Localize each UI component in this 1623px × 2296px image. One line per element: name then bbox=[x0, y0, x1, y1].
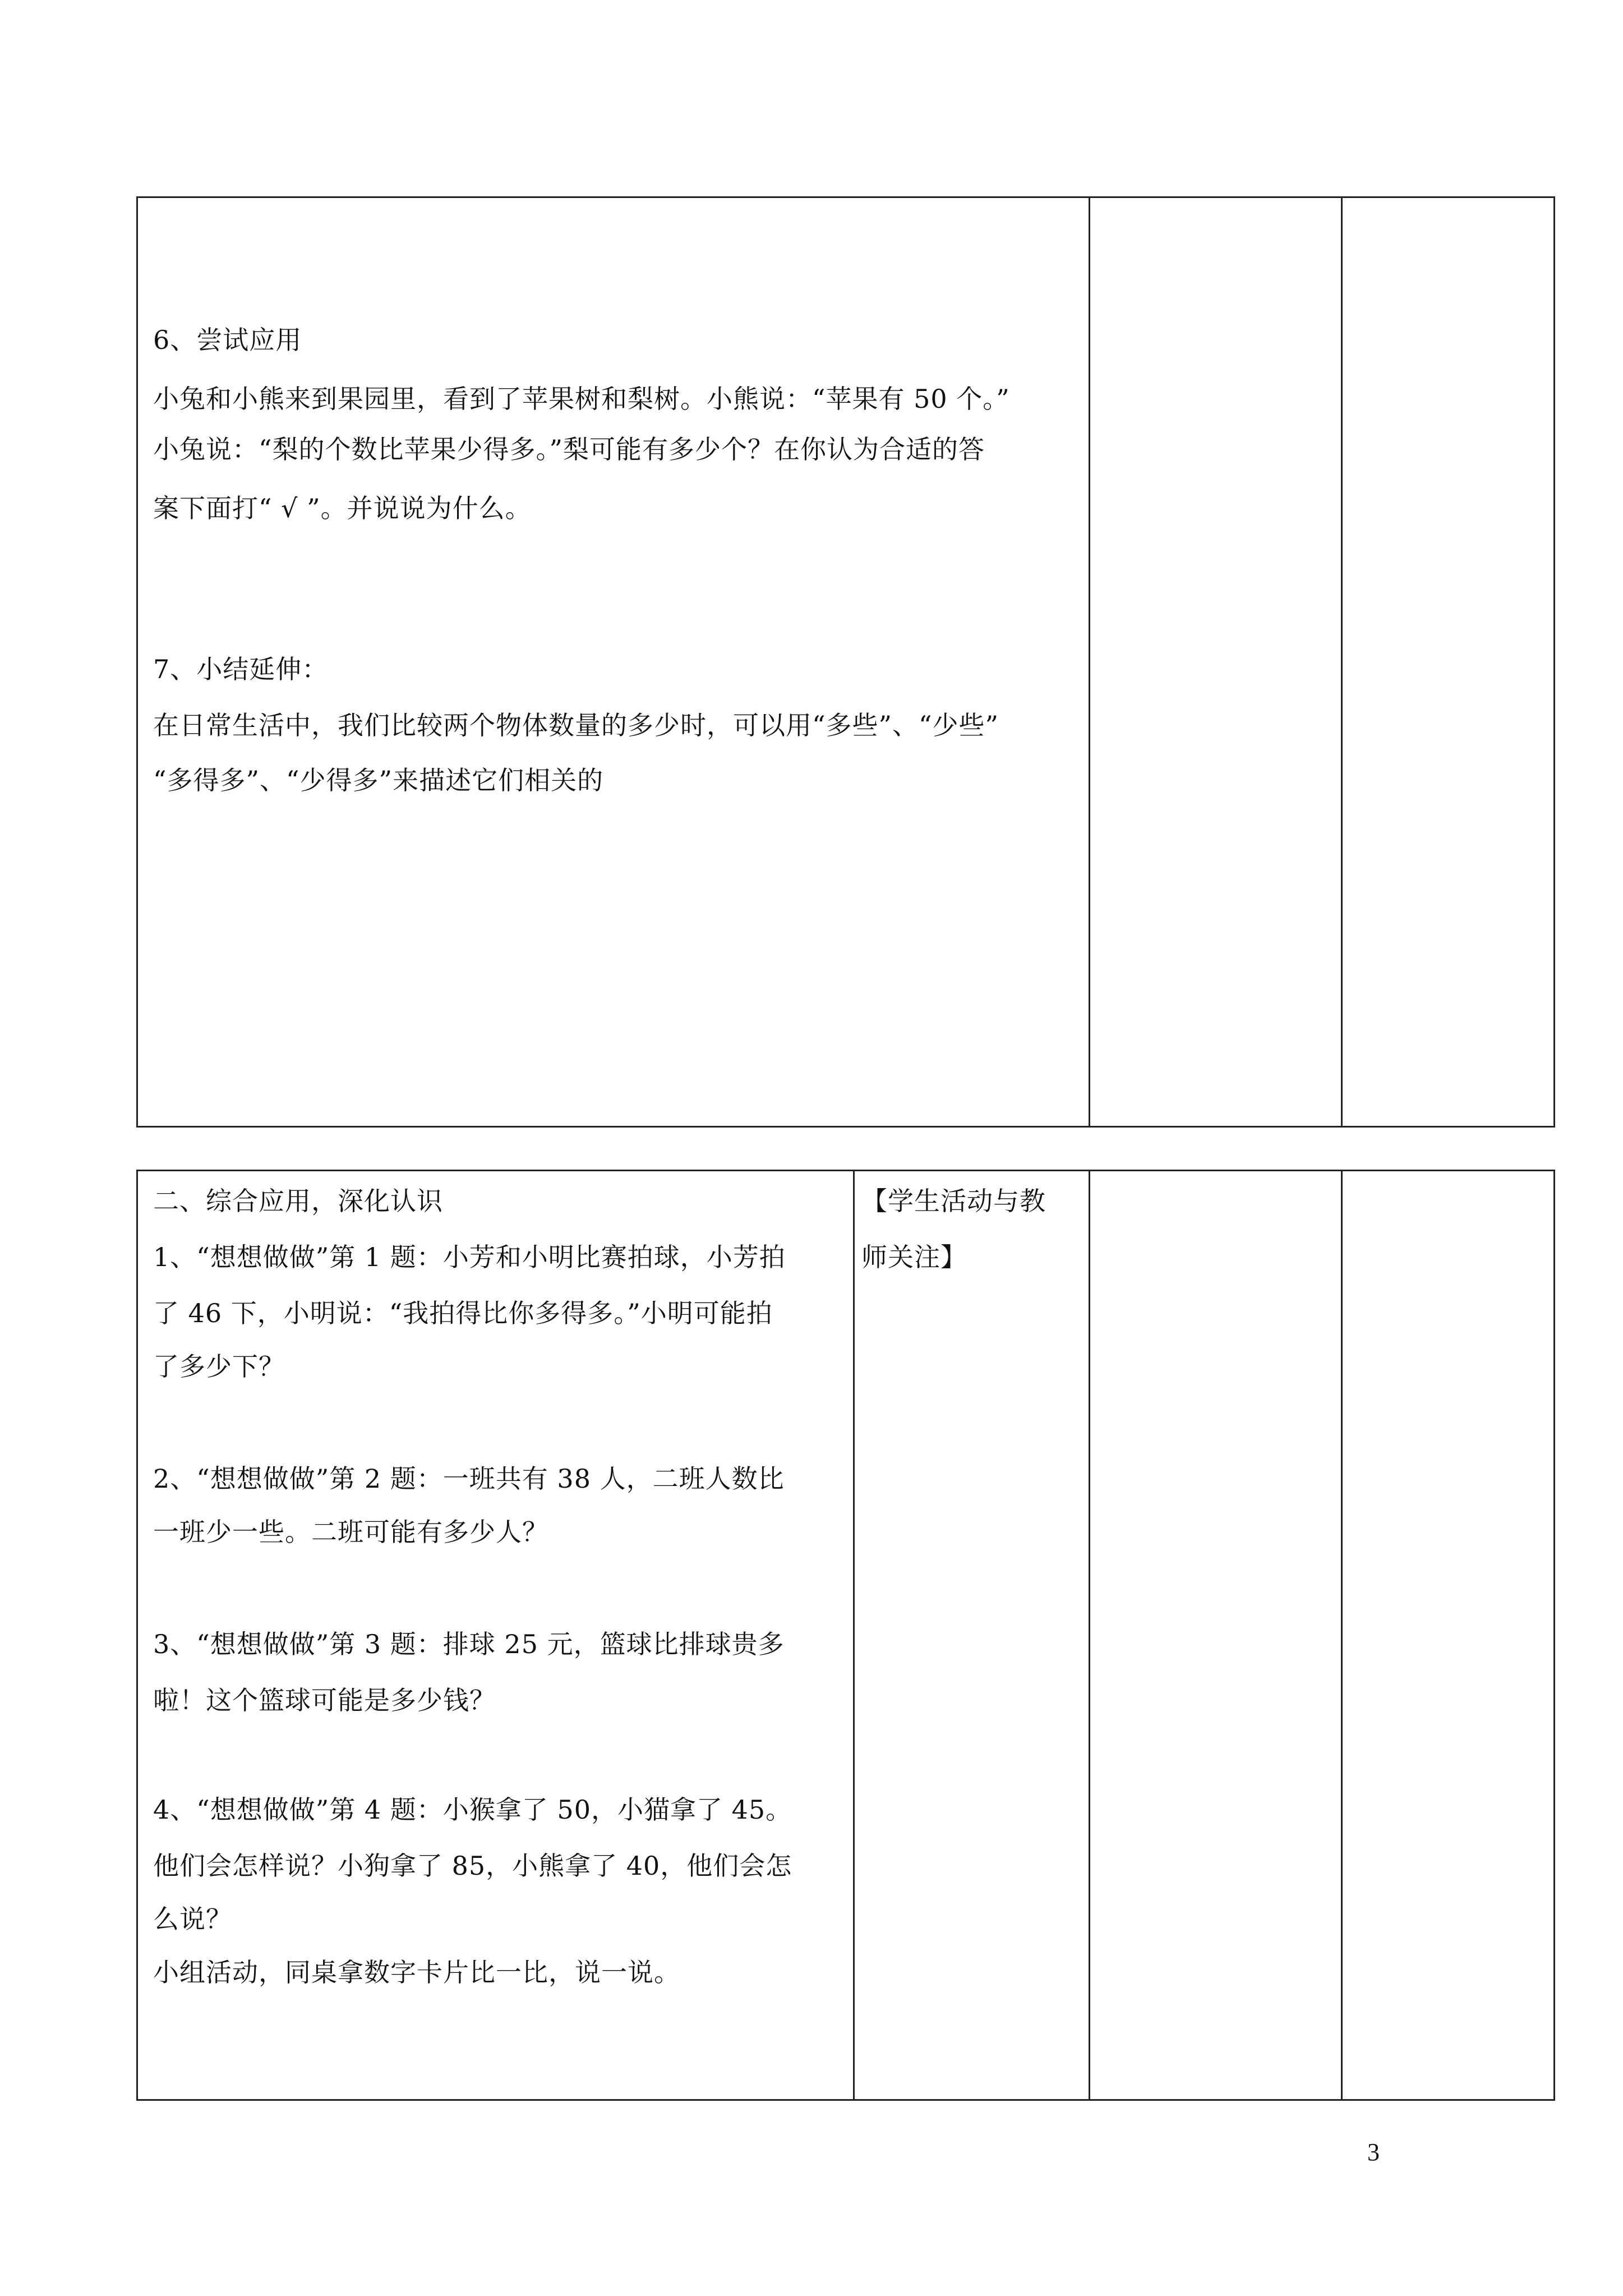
empty-cell bbox=[1341, 1171, 1557, 2099]
text-line: 小兔说：“梨的个数比苹果少得多。”梨可能有多少个？在你认为合适的答 bbox=[153, 434, 985, 464]
activity-content-cell bbox=[138, 198, 1089, 1126]
side-note-cell bbox=[853, 1171, 1089, 2099]
empty-cell bbox=[1089, 198, 1341, 1126]
empty-cell bbox=[1341, 198, 1557, 1126]
text-line: 么说？ bbox=[153, 1904, 232, 1934]
page-number: 3 bbox=[1367, 2138, 1380, 2166]
text-line: 了 46 下，小明说：“我拍得比你多得多。”小明可能拍 bbox=[153, 1298, 773, 1328]
text-line: 2、“想想做做”第 2 题：一班共有 38 人，二班人数比 bbox=[153, 1464, 785, 1494]
text-line: 啦！这个篮球可能是多少钱？ bbox=[153, 1685, 496, 1715]
text-line: 一班少一些。二班可能有多少人？ bbox=[153, 1517, 548, 1547]
side-note-line: 【学生活动与教 bbox=[861, 1186, 1046, 1216]
section-heading: 二、综合应用，深化认识 bbox=[153, 1186, 443, 1216]
text-line: 在日常生活中，我们比较两个物体数量的多少时，可以用“多些”、“少些” bbox=[153, 710, 999, 740]
text-line: 他们会怎样说？小狗拿了 85，小熊拿了 40，他们会怎 bbox=[153, 1851, 792, 1881]
text-line: 了多少下？ bbox=[153, 1351, 285, 1382]
text-line: 小组活动，同桌拿数字卡片比一比，说一说。 bbox=[153, 1957, 680, 1987]
text-line: 3、“想想做做”第 3 题：排球 25 元，篮球比排球贵多 bbox=[153, 1629, 785, 1659]
side-note-line: 师关注】 bbox=[861, 1242, 967, 1272]
empty-cell bbox=[1089, 1171, 1341, 2099]
lesson-table-1 bbox=[136, 196, 1555, 1128]
text-line: 案下面打“ √ ”。并说说为什么。 bbox=[153, 493, 532, 523]
text-line: 小兔和小熊来到果园里，看到了苹果树和梨树。小熊说：“苹果有 50 个。” bbox=[153, 384, 1010, 414]
section-heading-summary: 7、小结延伸： bbox=[153, 654, 329, 684]
activity-content-cell bbox=[138, 1171, 853, 2099]
text-line: 1、“想想做做”第 1 题：小芳和小明比赛拍球，小芳拍 bbox=[153, 1242, 786, 1272]
section-heading-try-apply: 6、尝试应用 bbox=[153, 325, 302, 355]
text-line: “多得多”、“少得多”来描述它们相关的 bbox=[153, 765, 604, 795]
text-line: 4、“想想做做”第 4 题：小猴拿了 50，小猫拿了 45。 bbox=[153, 1795, 792, 1825]
lesson-table-2 bbox=[136, 1170, 1555, 2101]
